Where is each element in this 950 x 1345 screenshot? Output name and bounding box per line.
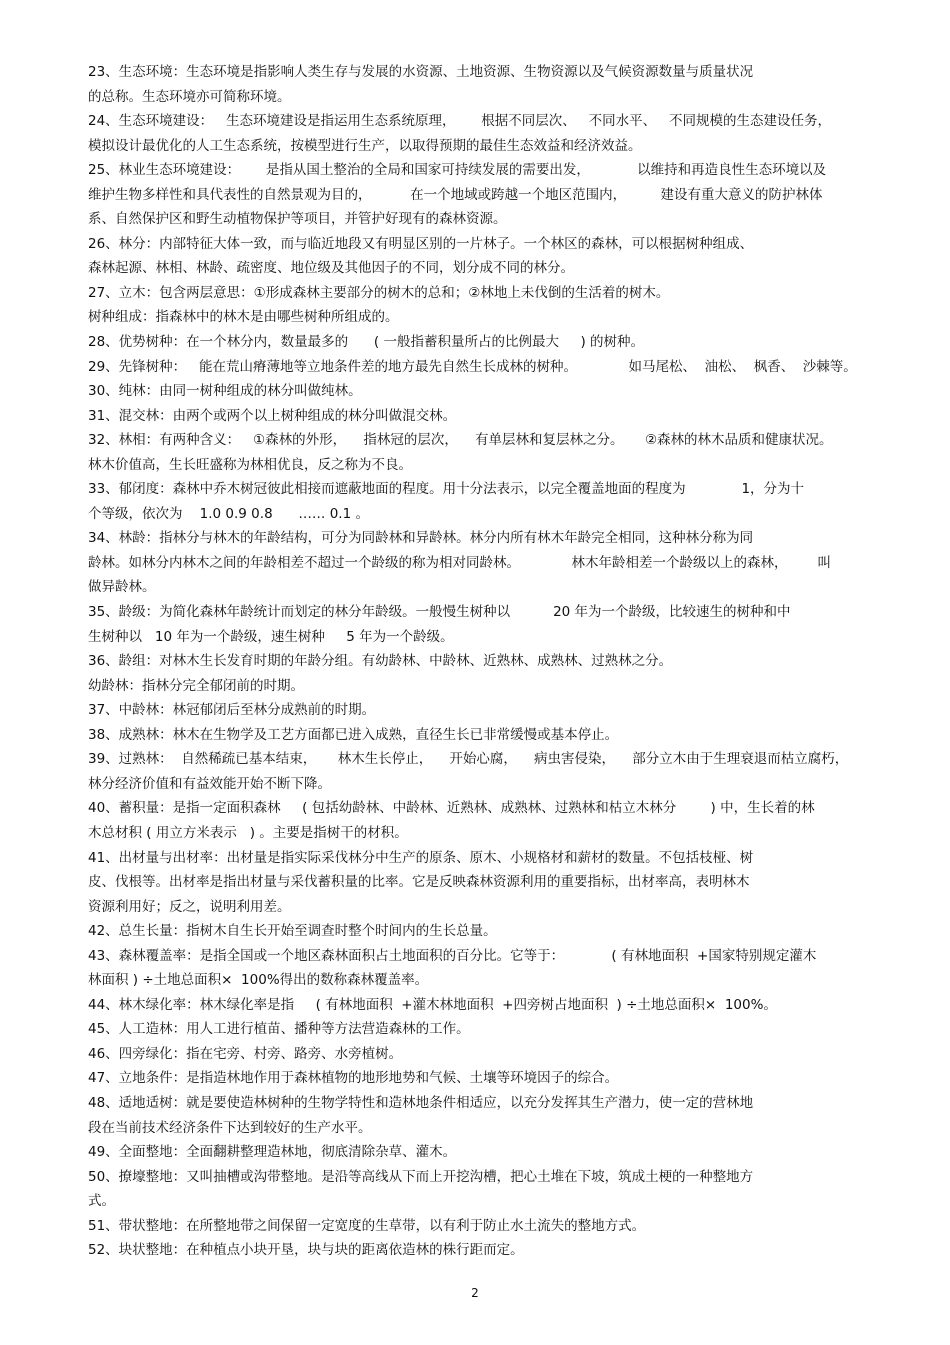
text-line: 40、蓄积量：是指一定面积森林 ( 包括幼龄林、中龄林、近熟林、成熟林、过熟林和枯立木林分 ) 中，生长着的林 xyxy=(88,800,815,817)
text-line: 模拟设计最优化的人工生态系统，按模型进行生产，以取得预期的最佳生态效益和经济效益。 xyxy=(88,137,642,154)
text-line: 28、优势树种：在一个林分内，数量最多的 ( 一般指蓄积量所占的比例最大 ) 的树种。 xyxy=(88,334,644,351)
text-line: 做异龄林。 xyxy=(88,579,156,596)
text-line: 46、四旁绿化：指在宅旁、村旁、路旁、水旁植树。 xyxy=(88,1045,403,1062)
text-line: 的总称。生态环境亦可简称环境。 xyxy=(88,88,291,105)
text-line: 森林起源、林相、林龄、疏密度、地位级及其他因子的不同，划分成不同的林分。 xyxy=(88,260,574,277)
text-line: 生树种以 10 年为一个龄级，速生树种 5 年为一个龄级。 xyxy=(88,628,454,645)
text-line: 43、森林覆盖率：是指全国或一个地区森林面积占土地面积的百分比。它等于： ( 有林地面积 +国家特别规定灌木 xyxy=(88,947,817,964)
text-line: 24、生态环境建设： 生态环境建设是指运用生态系统原理， 根据不同层次、 不同水平、 不同规模的生态建设任务， xyxy=(88,113,832,130)
text-line: 39、过熟林： 自然稀疏已基本结束， 林木生长停止， 开始心腐， 病虫害侵染， 部分立木由于生理衰退而枯立腐朽， xyxy=(88,751,849,768)
text-line: 31、混交林：由两个或两个以上树种组成的林分叫做混交林。 xyxy=(88,407,457,424)
text-line: 51、带状整地：在所整地带之间保留一定宽度的生草带，以有利于防止水土流失的整地方式。 xyxy=(88,1217,646,1234)
text-line: 52、块状整地：在种植点小块开垦，块与块的距离依造林的株行距而定。 xyxy=(88,1242,524,1259)
page-number: 2 xyxy=(471,1286,479,1300)
text-line: 37、中龄林：林冠郁闭后至林分成熟前的时期。 xyxy=(88,702,376,719)
text-line: 32、林相：有两种含义： ①森林的外形， 指林冠的层次， 有单层林和复层林之分。 ②森林的林木品质和健康状况。 xyxy=(88,432,833,449)
text-line: 48、适地适树：就是要使造林树种的生物学特性和造林地条件相适应，以充分发挥其生产潜力，使一定的营林地 xyxy=(88,1094,754,1111)
text-line: 25、林业生态环境建设： 是指从国土整治的全局和国家可持续发展的需要出发， 以维持和再造良性生态环境以及 xyxy=(88,162,827,179)
text-line: 38、成熟林：林木在生物学及工艺方面都已进入成熟，直径生长已非常缓慢或基本停止。 xyxy=(88,726,619,743)
text-line: 林面积 ) ÷土地总面积× 100%得出的数称森林覆盖率。 xyxy=(88,972,429,989)
text-line: 42、总生长量：指树木自生长开始至调查时整个时间内的生长总量。 xyxy=(88,923,497,940)
document-body xyxy=(88,62,906,1265)
text-line: 41、出材量与出材率：出材量是指实际采伐林分中生产的原条、原木、小规格材和薪材的数量。不包括枝桠、树 xyxy=(88,849,754,866)
text-line: 式。 xyxy=(88,1193,115,1210)
text-line: 44、林木绿化率：林木绿化率是指 ( 有林地面积 +灌木林地面积 +四旁树占地面积 ) ÷土地总面积× 100%。 xyxy=(88,996,777,1013)
text-line: 木总材积 ( 用立方米表示 ) 。主要是指树干的材积。 xyxy=(88,824,408,841)
text-line: 50、撩壕整地：又叫抽槽或沟带整地。是沿等高线从下而上开挖沟槽，把心土堆在下坡，筑成土梗的一种整地方 xyxy=(88,1168,754,1185)
text-line: 资源利用好；反之，说明利用差。 xyxy=(88,898,291,915)
text-line: 34、林龄：指林分与林木的年龄结构，可分为同龄林和异龄林。林分内所有林木年龄完全相同，这种林分称为同 xyxy=(88,530,754,547)
text-line: 36、龄组：对林木生长发育时期的年龄分组。有幼龄林、中龄林、近熟林、成熟林、过熟林之分。 xyxy=(88,653,673,670)
text-line: 26、林分：内部特征大体一致，而与临近地段又有明显区别的一片林子。一个林区的森林，可以根据树种组成、 xyxy=(88,235,754,252)
text-line: 皮、伐根等。出材率是指出材量与采伐蓄积量的比率。它是反映森林资源利用的重要指标，出材率高，表明林木 xyxy=(88,874,750,891)
text-line: 维护生物多样性和具代表性的自然景观为目的， 在一个地域或跨越一个地区范围内， 建设有重大意义的防护林体 xyxy=(88,186,823,203)
text-line: 30、纯林：由同一树种组成的林分叫做纯林。 xyxy=(88,383,362,400)
text-line: 龄林。如林分内林木之间的年龄相差不超过一个龄级的称为相对同龄林。 林木年龄相差一个龄级以上的森林， 叫 xyxy=(88,554,832,571)
text-line: 49、全面整地：全面翻耕整理造林地，彻底清除杂草、灌木。 xyxy=(88,1144,457,1161)
text-line: 23、生态环境：生态环境是指影响人类生存与发展的水资源、土地资源、生物资源以及气候资源数量与质量状况 xyxy=(88,64,754,80)
text-line: 树种组成：指森林中的林木是由哪些树种所组成的。 xyxy=(88,309,399,326)
text-line: 29、先锋树种： 能在荒山瘠薄地等立地条件差的地方最先自然生长成林的树种。 如马尾松、 油松、 枫香、 沙棘等。 xyxy=(88,358,857,375)
text-line: 段在当前技术经济条件下达到较好的生产水平。 xyxy=(88,1119,372,1136)
text-line: 系、自然保护区和野生动植物保护等项目，并管护好现有的森林资源。 xyxy=(88,211,507,228)
text-line: 个等级，依次为 1.0 0.9 0.8 …… 0.1 。 xyxy=(88,505,369,522)
text-line: 35、龄级：为简化森林年龄统计而划定的林分年龄级。一般慢生树种以 20 年为一个龄级，比较速生的树种和中 xyxy=(88,604,791,621)
text-line: 林分经济价值和有益效能开始不断下降。 xyxy=(88,775,331,792)
text-line: 27、立木：包含两层意思：①形成森林主要部分的树木的总和；②林地上未伐倒的生活着的树木。 xyxy=(88,284,670,301)
text-line: 47、立地条件：是指造林地作用于森林植物的地形地势和气候、土壤等环境因子的综合。 xyxy=(88,1070,619,1087)
text-line: 45、人工造林：用人工进行植苗、播种等方法营造森林的工作。 xyxy=(88,1021,470,1038)
text-line: 33、郁闭度：森林中乔木树冠彼此相接而遮蔽地面的程度。用十分法表示，以完全覆盖地面的程度为 1，分为十 xyxy=(88,481,805,498)
text-line: 幼龄林：指林分完全郁闭前的时期。 xyxy=(88,677,304,694)
text-line: 林木价值高，生长旺盛称为林相优良，反之称为不良。 xyxy=(88,456,412,473)
